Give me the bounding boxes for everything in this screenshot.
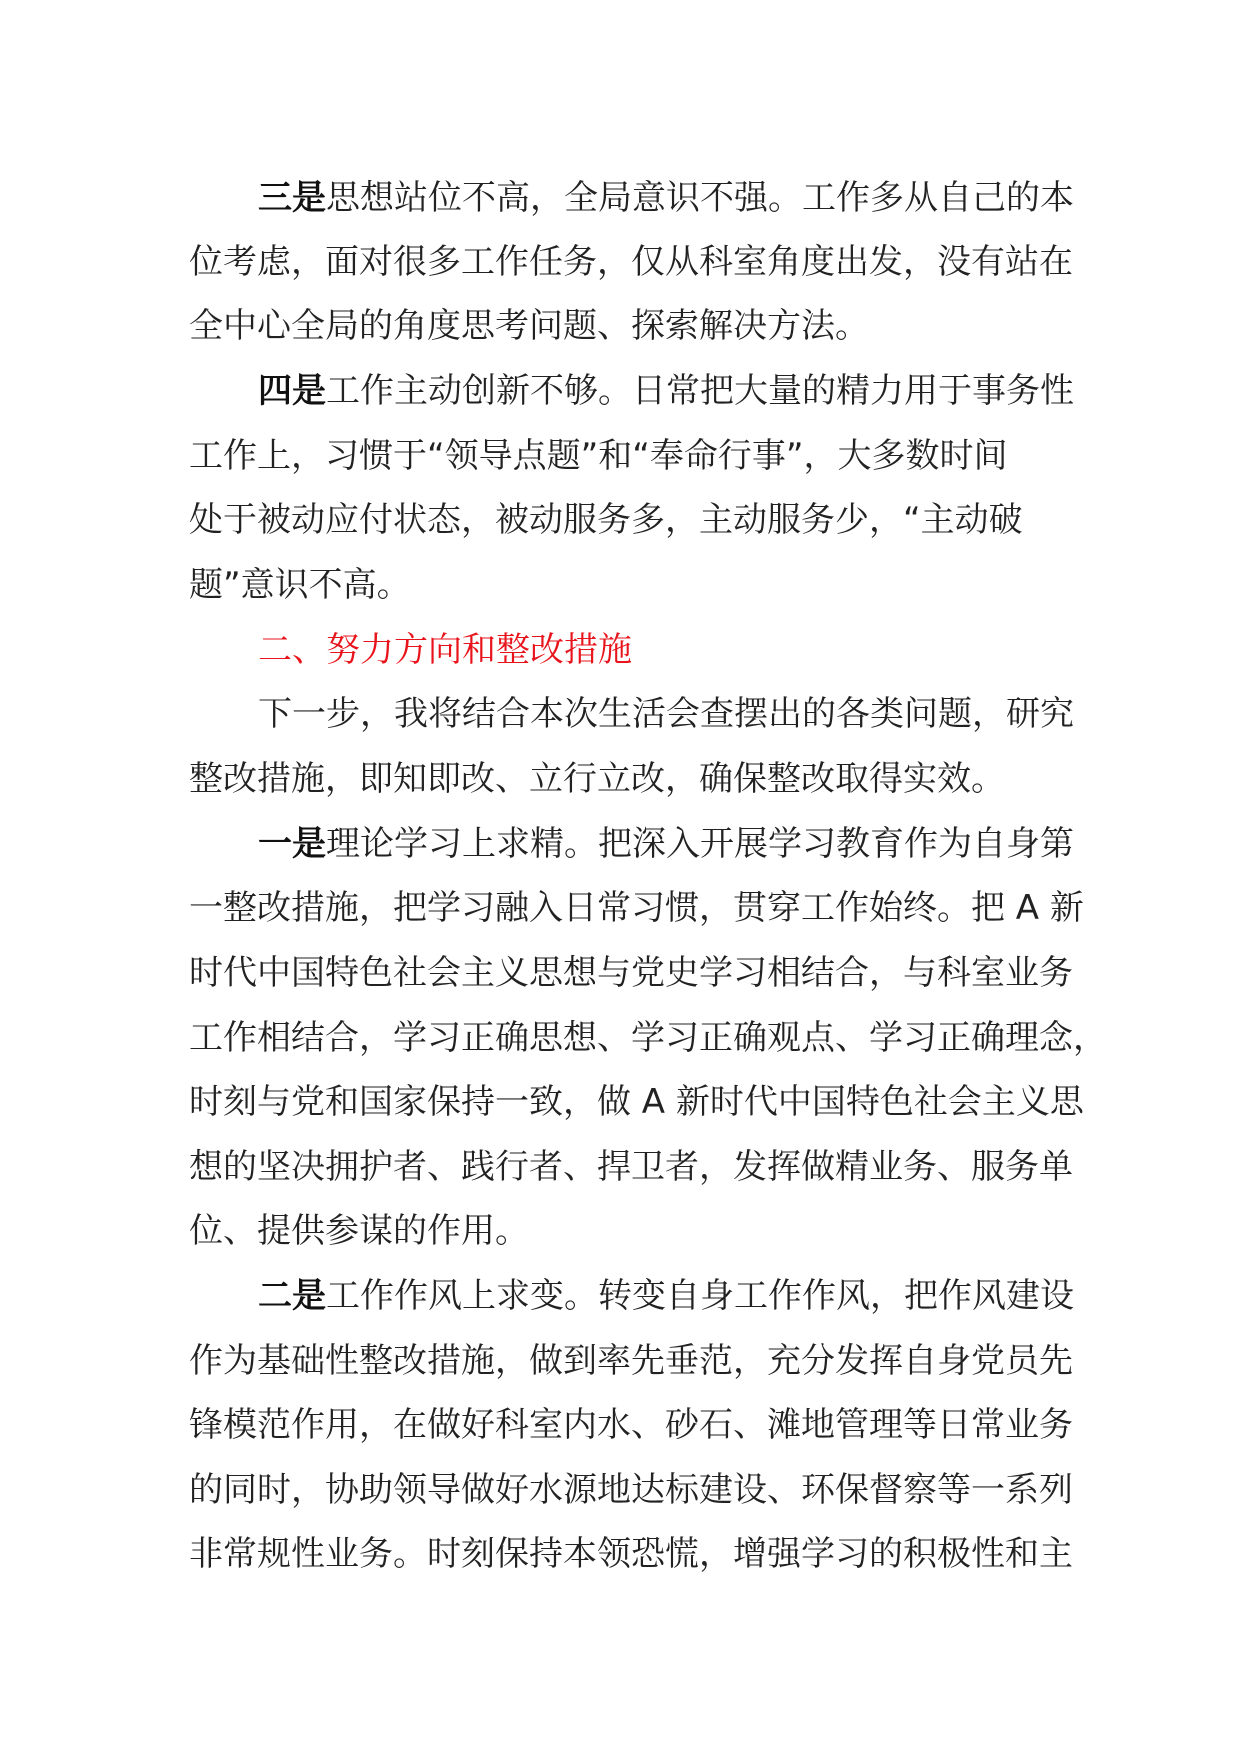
paragraph-4-line-2: 工作上，习惯于“领导点题”和“奉命行事”，大多数时间 bbox=[189, 436, 1008, 476]
intro-line-1: 下一步，我将结合本次生活会查摆出的各类问题，研究 bbox=[258, 694, 1074, 734]
measure-1-line-2: 一整改措施，把学习融入日常习惯，贯穿工作始终。把 A 新 bbox=[189, 888, 1084, 928]
paragraph-text: 工作作风上求变。转变自身工作作风，把作风建设 bbox=[326, 1276, 1074, 1316]
paragraph-lead: 三是 bbox=[258, 178, 326, 218]
measure-1-line-1 bbox=[258, 824, 1074, 864]
section-heading: 二、努力方向和整改措施 bbox=[258, 630, 632, 670]
paragraph-lead: 一是 bbox=[258, 824, 326, 864]
paragraph-3-line-3: 全中心全局的角度思考问题、探索解决方法。 bbox=[189, 306, 869, 346]
paragraph-4-line-3: 处于被动应付状态，被动服务多，主动服务少，“主动破 bbox=[189, 500, 1023, 540]
paragraph-text: 工作主动创新不够。日常把大量的精力用于事务性 bbox=[326, 371, 1074, 411]
measure-2-line-1 bbox=[258, 1276, 1074, 1316]
measure-1-line-4: 工作相结合，学习正确思想、学习正确观点、学习正确理念， bbox=[189, 1018, 1107, 1058]
measure-2-line-3: 锋模范作用，在做好科室内水、砂石、滩地管理等日常业务 bbox=[189, 1405, 1073, 1445]
measure-1-line-7: 位、提供参谋的作用。 bbox=[189, 1211, 529, 1251]
measure-2-line-4: 的同时，协助领导做好水源地达标建设、环保督察等一系列 bbox=[189, 1470, 1073, 1510]
paragraph-4-line-1 bbox=[258, 371, 1074, 411]
paragraph-text: 思想站位不高，全局意识不强。工作多从自己的本 bbox=[326, 178, 1074, 218]
paragraph-text: 理论学习上求精。把深入开展学习教育作为自身第 bbox=[326, 824, 1074, 864]
measure-1-line-6: 想的坚决拥护者、践行者、捍卫者，发挥做精业务、服务单 bbox=[189, 1147, 1073, 1187]
paragraph-lead: 二是 bbox=[258, 1276, 326, 1316]
measure-2-line-2: 作为基础性整改措施，做到率先垂范，充分发挥自身党员先 bbox=[189, 1341, 1073, 1381]
paragraph-4-line-4: 题”意识不高。 bbox=[189, 565, 411, 605]
paragraph-lead: 四是 bbox=[258, 371, 326, 411]
intro-line-2: 整改措施，即知即改、立行立改，确保整改取得实效。 bbox=[189, 759, 1005, 799]
measure-1-line-5: 时刻与党和国家保持一致，做 A 新时代中国特色社会主义思 bbox=[189, 1082, 1084, 1122]
paragraph-3-line-1 bbox=[258, 178, 1074, 218]
measure-2-line-5: 非常规性业务。时刻保持本领恐慌，增强学习的积极性和主 bbox=[189, 1534, 1073, 1574]
paragraph-3-line-2: 位考虑，面对很多工作任务，仅从科室角度出发，没有站在 bbox=[189, 242, 1073, 282]
measure-1-line-3: 时代中国特色社会主义思想与党史学习相结合，与科室业务 bbox=[189, 953, 1073, 993]
